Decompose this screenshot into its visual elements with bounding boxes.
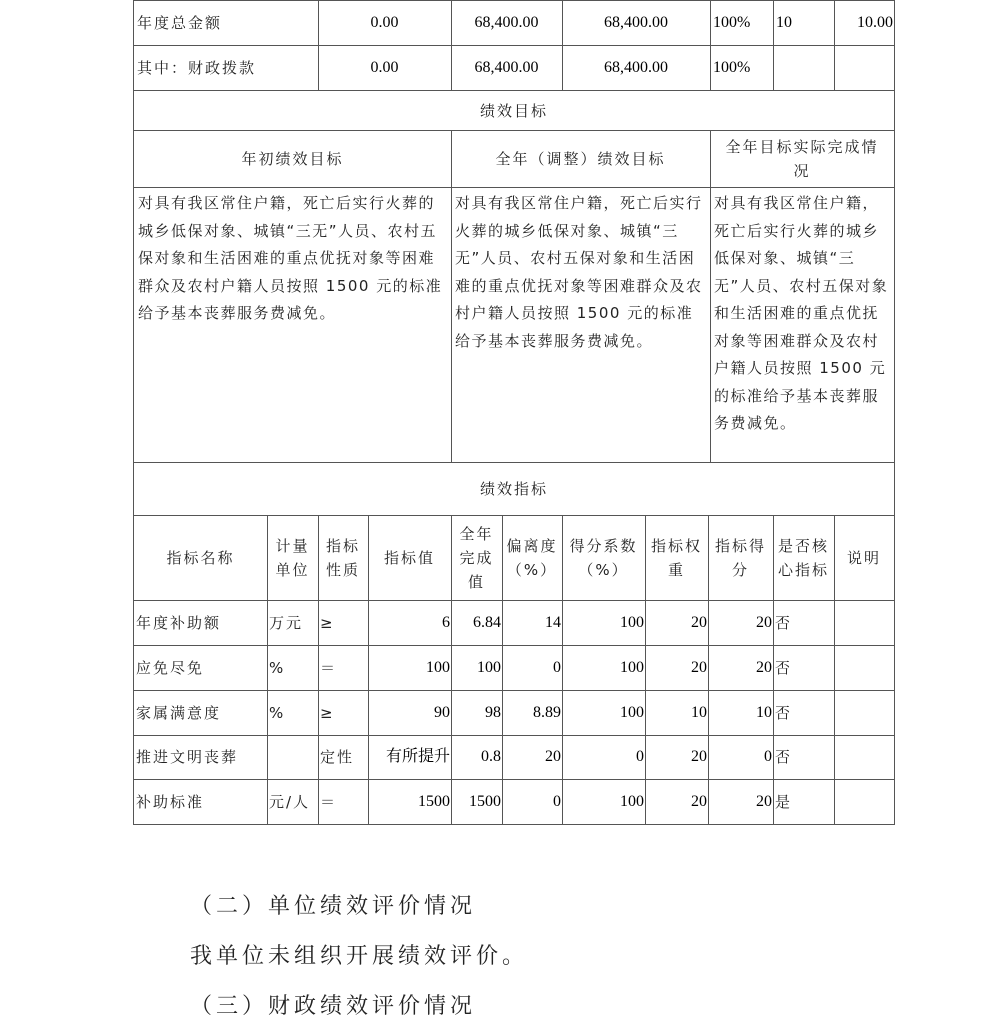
indicator-target: 1500 bbox=[418, 792, 450, 810]
grid-line-h bbox=[133, 130, 895, 131]
indicator-name: 年度补助额 bbox=[136, 613, 222, 632]
indicator-nature: ≥ bbox=[320, 613, 335, 632]
grid-line-v bbox=[451, 515, 452, 825]
budget-initial: 0.00 bbox=[370, 58, 399, 76]
grid-line-h bbox=[133, 0, 895, 1]
indicator-weight: 20 bbox=[691, 748, 707, 765]
goals-section-title: 绩效目标 bbox=[479, 101, 548, 120]
grid-line-h bbox=[133, 645, 895, 646]
grid-line-h bbox=[133, 779, 895, 780]
indicator-actual: 1500 bbox=[469, 792, 501, 810]
budget-adjusted: 68,400.00 bbox=[474, 58, 539, 76]
goals-initial-text: 对具有我区常住户籍，死亡后实行火葬的城乡低保对象、城镇“三无”人员、农村五保对象和生活困难的重点优抚对象等困难群众及农村户籍人员按照 1500 元的标准给予基本丧葬服务费减免。 bbox=[138, 194, 443, 322]
budget-score bbox=[834, 45, 894, 90]
goals-adjusted-text: 对具有我区常住户籍，死亡后实行火葬的城乡低保对象、城镇“三无”人员、农村五保对象和生活困难的重点优抚对象等困难群众及农村户籍人员按照 1500 元的标准给予基本丧葬服务费减免。 bbox=[455, 194, 703, 350]
header-weight-line2: 重 bbox=[667, 560, 685, 579]
indicator-weight: 10 bbox=[691, 703, 707, 721]
budget-weight bbox=[773, 45, 834, 90]
indicator-note bbox=[834, 645, 894, 690]
indicator-score: 10 bbox=[756, 703, 772, 721]
indicator-unit: 万元 bbox=[269, 613, 304, 632]
indicator-core: 是 bbox=[775, 792, 793, 811]
indicator-target: 有所提升 bbox=[385, 748, 450, 765]
grid-line-v bbox=[710, 0, 711, 91]
grid-line-v bbox=[710, 130, 711, 463]
header-unit-line2: 单位 bbox=[275, 560, 310, 579]
indicator-actual: 100 bbox=[477, 658, 501, 676]
indicator-core: 否 bbox=[775, 658, 793, 677]
grid-line-v bbox=[267, 515, 268, 825]
budget-adjusted: 68,400.00 bbox=[474, 13, 539, 31]
budget-label: 年度总金额 bbox=[137, 13, 223, 32]
grid-line-v bbox=[562, 0, 563, 91]
grid-line-v bbox=[318, 515, 319, 825]
goals-header-initial: 年初绩效目标 bbox=[241, 150, 344, 168]
goals-header-adjusted: 全年（调整）绩效目标 bbox=[495, 150, 666, 168]
indicator-coef: 100 bbox=[620, 658, 644, 676]
header-score bbox=[708, 515, 773, 600]
indicator-score: 20 bbox=[756, 613, 772, 631]
goals-header-actual-line2: 况 bbox=[793, 162, 811, 180]
indicator-nature: ＝ bbox=[320, 658, 338, 677]
indicator-core: 否 bbox=[775, 748, 793, 766]
grid-line-v bbox=[834, 0, 835, 91]
indicator-core: 否 bbox=[775, 613, 793, 632]
indicator-target: 100 bbox=[426, 658, 450, 676]
grid-line-v bbox=[133, 0, 134, 825]
budget-executed: 68,400.00 bbox=[604, 58, 668, 76]
header-nature-line1: 指标 bbox=[325, 536, 360, 555]
header-target: 指标值 bbox=[383, 548, 435, 567]
indicator-deviation: 14 bbox=[545, 613, 561, 631]
budget-score: 10.00 bbox=[857, 13, 893, 31]
indicator-name: 家属满意度 bbox=[136, 703, 222, 722]
indicator-deviation: 8.89 bbox=[533, 703, 561, 721]
grid-line-v bbox=[318, 0, 319, 91]
header-core-line2: 心指标 bbox=[777, 560, 829, 579]
indicator-score: 0 bbox=[764, 748, 772, 765]
grid-line-h bbox=[133, 824, 895, 825]
indicator-unit bbox=[267, 735, 318, 779]
finance-eval-heading: （三）财政绩效评价情况 bbox=[190, 994, 477, 1019]
header-core-line1: 是否核 bbox=[777, 536, 829, 555]
indicator-note bbox=[834, 779, 894, 824]
indicator-coef: 100 bbox=[620, 792, 644, 810]
header-weight bbox=[645, 515, 708, 600]
indicator-name: 应免尽免 bbox=[136, 658, 205, 677]
indicator-nature: ≥ bbox=[320, 703, 335, 722]
goals-actual-text: 对具有我区常住户籍，死亡后实行火葬的城乡低保对象、城镇“三无”人员、农村五保对象和生活困难的重点优抚对象等困难群众及农村户籍人员按照 1500 元的标准给予基本丧葬服务费减免。 bbox=[714, 194, 889, 432]
indicator-coef: 0 bbox=[636, 748, 644, 765]
indicator-target: 6 bbox=[442, 613, 450, 631]
grid-line-h bbox=[133, 90, 895, 91]
indicator-coef: 100 bbox=[620, 613, 644, 631]
header-unit-line1: 计量 bbox=[275, 536, 310, 555]
grid-line-v bbox=[562, 515, 563, 825]
indicator-score: 20 bbox=[756, 658, 772, 676]
header-coef bbox=[562, 515, 645, 600]
grid-line-v bbox=[894, 0, 895, 825]
indicator-deviation: 20 bbox=[545, 748, 561, 765]
grid-line-h bbox=[133, 515, 895, 516]
header-actual-line1: 全年 bbox=[459, 524, 494, 543]
indicator-weight: 20 bbox=[691, 658, 707, 676]
unit-eval-text: 我单位未组织开展绩效评价。 bbox=[190, 944, 529, 969]
indicator-unit: % bbox=[269, 703, 286, 722]
indicator-score: 20 bbox=[756, 792, 772, 810]
grid-line-h bbox=[133, 735, 895, 736]
grid-line-v bbox=[368, 515, 369, 825]
indicator-name: 推进文明丧葬 bbox=[136, 748, 239, 766]
header-weight-line1: 指标权 bbox=[650, 536, 702, 555]
header-indicator-name: 指标名称 bbox=[166, 548, 235, 567]
indicator-unit: % bbox=[269, 658, 286, 677]
header-score-line2: 分 bbox=[731, 560, 749, 579]
header-actual-line2: 完成 bbox=[459, 548, 494, 567]
indicator-deviation: 0 bbox=[553, 792, 561, 810]
header-score-line1: 指标得 bbox=[714, 536, 766, 555]
goals-header-actual bbox=[710, 131, 894, 187]
budget-label: 其中：财政拨款 bbox=[137, 58, 257, 77]
indicator-note bbox=[834, 735, 894, 779]
header-unit bbox=[267, 515, 318, 600]
header-actual bbox=[451, 515, 502, 600]
header-nature-line2: 性质 bbox=[325, 560, 360, 579]
indicator-deviation: 0 bbox=[553, 658, 561, 676]
header-actual-line3: 值 bbox=[467, 572, 485, 591]
indicator-nature: ＝ bbox=[320, 792, 338, 811]
budget-initial: 0.00 bbox=[370, 13, 399, 31]
indicator-nature: 定性 bbox=[320, 748, 355, 766]
grid-line-h bbox=[133, 45, 895, 46]
header-note: 说明 bbox=[846, 548, 881, 567]
grid-line-h bbox=[133, 462, 895, 463]
grid-line-v bbox=[708, 515, 709, 825]
header-deviation bbox=[502, 515, 562, 600]
header-coef-line1: 得分系数 bbox=[569, 536, 638, 555]
budget-weight: 10 bbox=[776, 13, 792, 31]
grid-line-v bbox=[773, 0, 774, 91]
indicator-target: 90 bbox=[434, 703, 450, 721]
grid-line-h bbox=[133, 600, 895, 601]
grid-line-v bbox=[834, 515, 835, 825]
header-deviation-line2: （%） bbox=[506, 560, 558, 579]
unit-eval-heading: （二）单位绩效评价情况 bbox=[190, 894, 477, 919]
budget-rate: 100% bbox=[713, 13, 751, 31]
indicator-note bbox=[834, 600, 894, 645]
indicator-name: 补助标准 bbox=[136, 792, 205, 811]
header-coef-line2: （%） bbox=[578, 560, 629, 579]
budget-rate: 100% bbox=[713, 58, 751, 76]
grid-line-v bbox=[773, 515, 774, 825]
goals-header-actual-line1: 全年目标实际完成情 bbox=[725, 138, 879, 156]
grid-line-h bbox=[133, 690, 895, 691]
budget-executed: 68,400.00 bbox=[604, 13, 668, 31]
header-core bbox=[773, 515, 834, 600]
indicator-note bbox=[834, 690, 894, 735]
grid-line-h bbox=[133, 187, 895, 188]
header-deviation-line1: 偏离度 bbox=[506, 536, 558, 555]
indicator-weight: 20 bbox=[691, 613, 707, 631]
indicators-section-title: 绩效指标 bbox=[479, 479, 548, 498]
header-nature bbox=[318, 515, 368, 600]
indicator-actual: 98 bbox=[485, 703, 501, 721]
grid-line-v bbox=[502, 515, 503, 825]
indicator-weight: 20 bbox=[691, 792, 707, 810]
grid-line-v bbox=[451, 130, 452, 463]
indicator-actual: 0.8 bbox=[481, 748, 501, 765]
indicator-actual: 6.84 bbox=[473, 613, 501, 631]
indicator-core: 否 bbox=[775, 703, 793, 722]
indicator-unit: 元/人 bbox=[269, 792, 311, 811]
indicator-coef: 100 bbox=[620, 703, 644, 721]
grid-line-v bbox=[645, 515, 646, 825]
grid-line-v bbox=[451, 0, 452, 91]
